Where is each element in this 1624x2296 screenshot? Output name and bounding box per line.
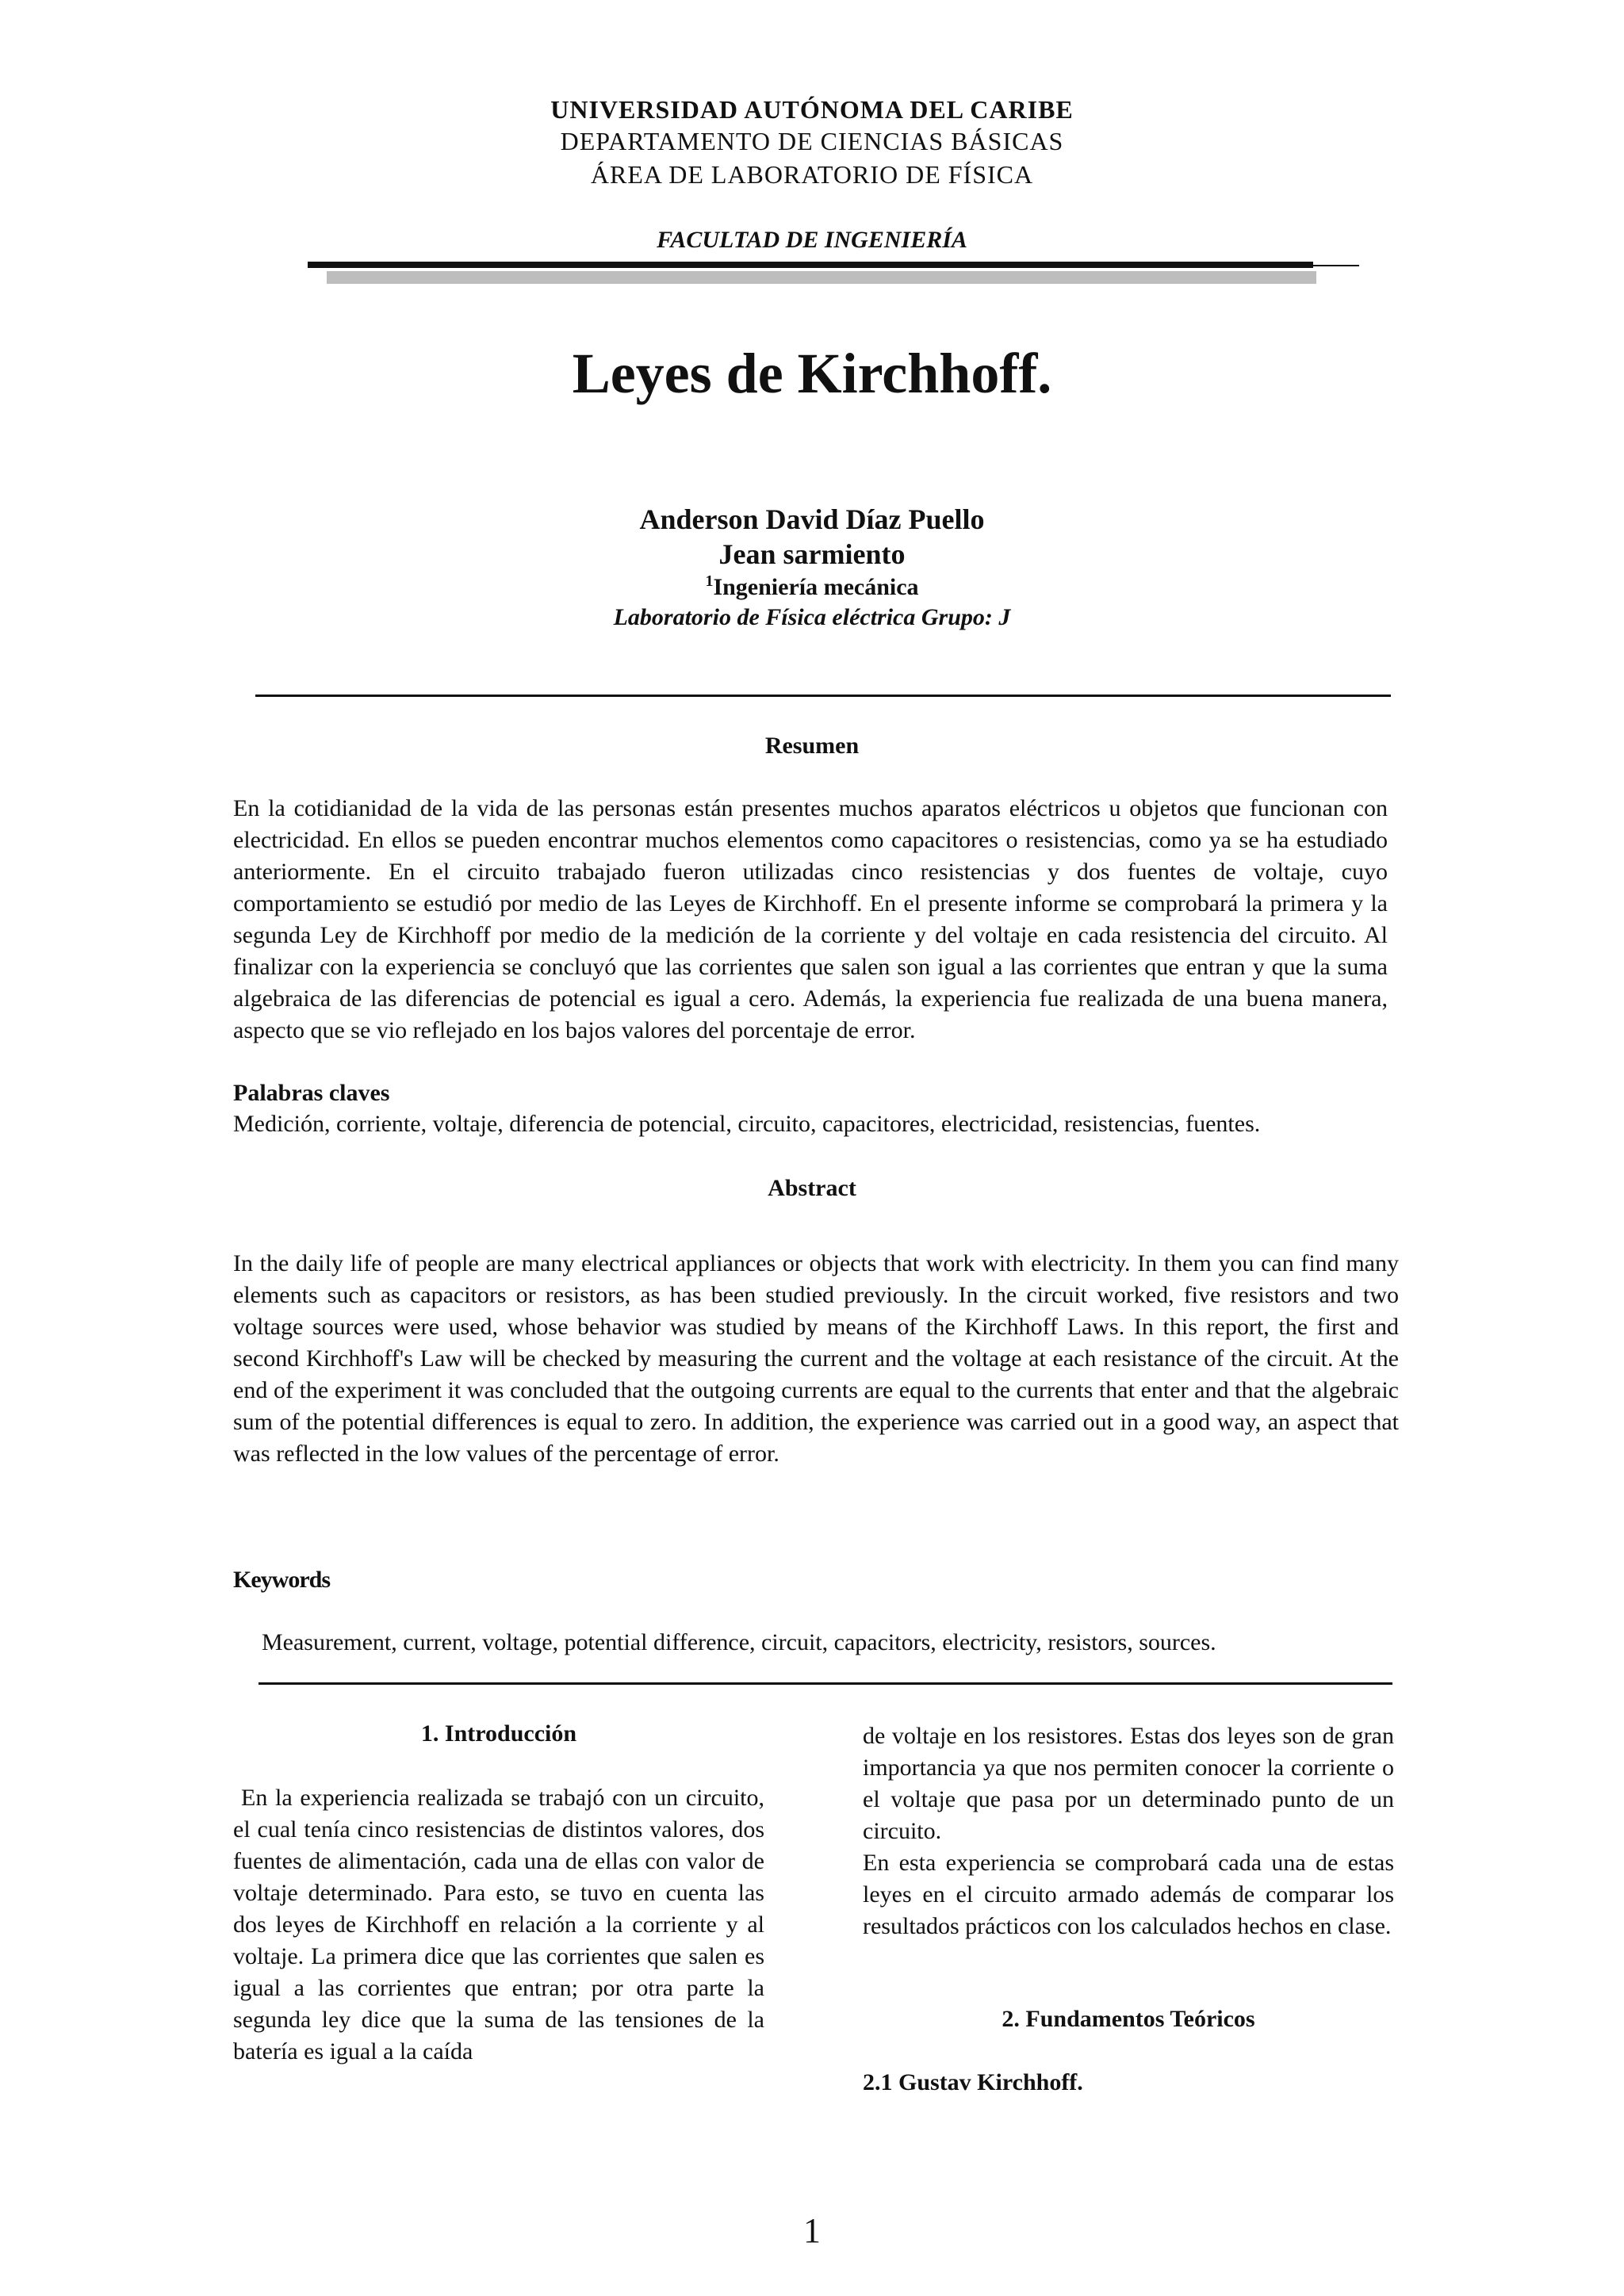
lab-group: Laboratorio de Física eléctrica Grupo: J — [613, 604, 1011, 630]
intro-body-right-1: de voltaje en los resistores. Estas dos leyes son de gran importancia ya que nos permiten conocer la corriente o el voltaje que pasa por un determinado punto de un circuito. — [863, 1723, 1394, 1844]
gustav-kirchhoff-subheading: 2.1 Gustav Kirchhoff. — [863, 2069, 1083, 2095]
keywords-bottom-rule — [259, 1682, 1392, 1685]
area-name: ÁREA DE LABORATORIO DE FÍSICA — [590, 160, 1034, 189]
resumen-heading: Resumen — [764, 733, 860, 759]
abstract-body: In the daily life of people are many electrical appliances or objects that work with electricity. In them you can find many elements such as capacitors or resistors, as has been studied previously. In the circuit worked, five resistors and two voltage sources were used, whose behavior was studied by means of the Kirchhoff Laws. In this report, the first and second Kirchhoff's Law will be checked by measuring the current and the voltage at each resistance of the circuit. At the end of the experiment it was concluded that the outgoing currents are equal to the currents that enter and that the algebraic sum of the potential differences is equal to zero. In addition, the experience was carried out in a good way, an aspect that was reflected in the low values of the percentage of error. — [233, 1250, 1399, 1467]
affiliation-text: Ingeniería mecánica — [713, 574, 919, 600]
intro-heading: 1. Introducción — [420, 1720, 577, 1747]
intro-body-left: En la experiencia realizada se trabajó con un circuito, el cual tenía cinco resistencias de distintos valores, dos fuentes de alimentación, cada una de ellas con valor de voltaje determinado. Para esto, se tuvo en cuenta las dos leyes de Kirchhoff en relación a la corriente y al voltaje. La primera dice que las corrientes que salen es igual a las corrientes que entran; por otra parte la segunda ley dice que la suma de las tensiones de la batería es igual a la caída — [233, 1785, 764, 2064]
intro-body-right-2: En esta experiencia se comprobará cada una de estas leyes en el circuito armado además de comparar los resultados prácticos con los calculados hechos en clase. — [863, 1850, 1394, 1939]
author-1: Anderson David Díaz Puello — [639, 503, 985, 535]
department-name: DEPARTAMENTO DE CIENCIAS BÁSICAS — [560, 127, 1064, 155]
header-rule-shadow — [327, 271, 1316, 284]
header-rule-thick — [308, 262, 1313, 268]
faculty-name: FACULTAD DE INGENIERÍA — [657, 227, 967, 253]
page-number: 1 — [803, 2211, 821, 2250]
university-name: UNIVERSIDAD AUTÓNOMA DEL CARIBE — [550, 95, 1074, 124]
keywords-text: Measurement, current, voltage, potential difference, circuit, capacitors, electricity, resistors, sources. — [262, 1629, 1216, 1655]
affiliation — [0, 572, 1624, 601]
affiliation-mark: 1 — [705, 572, 714, 590]
author-2: Jean sarmiento — [718, 538, 906, 570]
fundamentos-heading: 2. Fundamentos Teóricos — [1002, 2006, 1255, 2032]
resumen-body: En la cotidianidad de la vida de las personas están presentes muchos aparatos eléctricos u objetos que funcionan con electricidad. En ellos se pueden encontrar muchos elementos como capacitores o resistencias, como ya se ha estudiado anteriormente. En el circuito trabajado fueron utilizadas cinco resistencias y dos fuentes de voltaje, cuyo comportamiento se estudió por medio de las Leyes de Kirchhoff. En el presente informe se comprobará la primera y la segunda Ley de Kirchhoff por medio de la medición de la corriente y del voltaje en cada resistencia del circuito. Al finalizar con la experiencia se concluyó que las corrientes que salen son igual a las corrientes que entran y que la suma algebraica de las diferencias de potencial es igual a cero. Además, la experiencia fue realizada de una buena manera, aspecto que se vio reflejado en los bajos valores del porcentaje de error. — [233, 795, 1388, 1043]
palabras-claves-heading: Palabras claves — [233, 1080, 390, 1106]
paper-title: Leyes de Kirchhoff. — [572, 342, 1052, 405]
keywords-heading: Keywords — [233, 1567, 330, 1593]
palabras-claves-text: Medición, corriente, voltaje, diferencia de potencial, circuito, capacitores, electricidad, resistencias, fuentes. — [233, 1111, 1261, 1137]
header-rule-tail — [1313, 265, 1359, 266]
resumen-top-rule — [255, 695, 1391, 697]
abstract-heading: Abstract — [768, 1175, 856, 1201]
